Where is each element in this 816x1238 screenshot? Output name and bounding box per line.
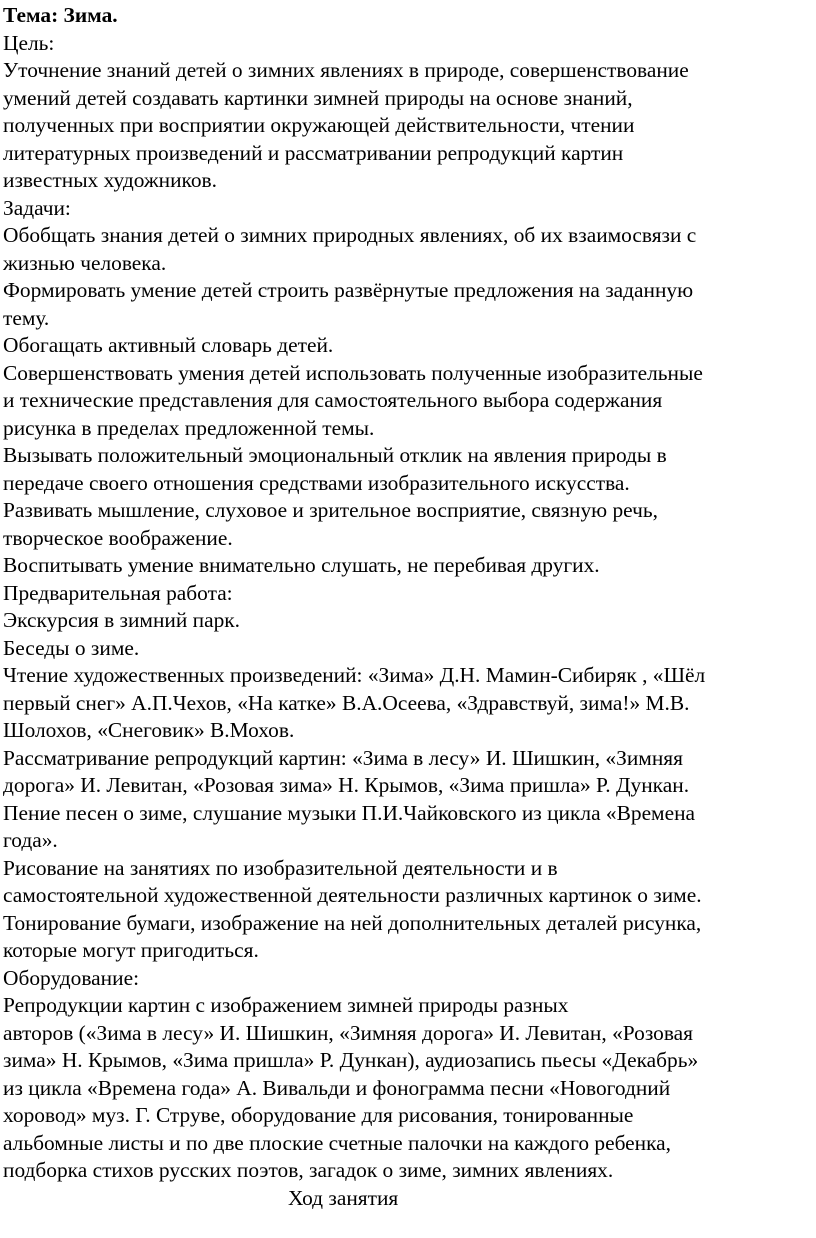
text-line: Совершенствовать умения детей использовать полученные изобразительные (3, 360, 703, 385)
text-line: Пение песен о зиме, слушание музыки П.И.Чайковского из цикла «Времена (3, 800, 696, 825)
text-line: альбомные листы и по две плоские счетные палочки на каждого ребенка, (3, 1130, 672, 1155)
text-line: первый снег» А.П.Чехов, «На катке» В.А.Осеева, «Здравствуй, зима!» М.В. (3, 690, 690, 715)
text-line: Уточнение знаний детей о зимних явлениях в природе, совершенствование (3, 58, 689, 82)
text-line: творческое воображение. (3, 525, 233, 550)
tasks-text (3, 222, 813, 580)
text-line: полученных при восприятии окружающей действительности, чтении (3, 113, 635, 137)
text-line: Тонирование бумаги, изображение на ней дополнительных деталей рисунка, (3, 910, 702, 935)
text-line: Развивать мышление, слуховое и зрительное восприятие, связную речь, (3, 498, 659, 522)
text-line: Рассматривание репродукций картин: «Зима в лесу» И. Шишкин, «Зимняя (3, 745, 683, 770)
text-line: из цикла «Времена года» А. Вивальди и фонограмма песни «Новогодний (3, 1075, 671, 1100)
tasks-label: Задачи: (3, 195, 71, 220)
text-line: хоровод» муз. Г. Струве, оборудование для рисования, тонированные (3, 1103, 634, 1127)
text-line: литературных произведений и рассматривании репродукций картин (3, 140, 624, 165)
text-line: известных художников. (3, 168, 217, 192)
text-line: и технические представления для самостоятельного выбора содержания (3, 388, 663, 412)
text-line: Вызывать положительный эмоциональный отклик на явления природы в (3, 443, 667, 467)
text-line: тему. (3, 305, 50, 330)
equipment-label: Оборудование: (3, 965, 140, 990)
text-line: подборка стихов русских поэтов, загадок о зиме, зимних явлениях. (3, 1158, 614, 1182)
text-line: дорога» И. Левитан, «Розовая зима» Н. Крымов, «Зима пришла» Р. Дункан. (3, 773, 690, 797)
text-line: Обобщать знания детей о зимних природных явлениях, об их взаимосвязи с (3, 223, 697, 247)
text-line: Формировать умение детей строить развёрнутые предложения на заданную (3, 278, 694, 302)
text-line: самостоятельной художественной деятельности различных картинок о зиме. (3, 883, 702, 907)
text-line: Рисование на занятиях по изобразительной деятельности и в (3, 855, 558, 880)
text-line: Воспитывать умение внимательно слушать, не перебивая других. (3, 553, 600, 577)
text-line: Обогащать активный словарь детей. (3, 333, 334, 357)
prep-label: Предварительная работа: (3, 580, 233, 605)
text-line: которые могут пригодиться. (3, 938, 259, 962)
equipment-text (3, 992, 813, 1185)
text-line: Экскурсия в зимний парк. (3, 608, 241, 632)
lesson-heading: Ход занятия (288, 1185, 399, 1210)
text-line: умений детей создавать картинки зимней природы на основе знаний, (3, 85, 633, 110)
text-line: года». (3, 828, 58, 852)
text-line: передаче своего отношения средствами изобразительного искусства. (3, 470, 630, 495)
text-line: Беседы о зиме. (3, 635, 140, 660)
text-line: Чтение художественных произведений: «Зима» Д.Н. Мамин-Сибиряк , «Шёл (3, 663, 706, 687)
topic-title: Тема: Зима. (3, 3, 118, 27)
text-line: жизнью человека. (3, 250, 167, 275)
text-line: авторов («Зима в лесу» И. Шишкин, «Зимняя дорога» И. Левитан, «Розовая (3, 1020, 693, 1045)
text-line: Репродукции картин с изображением зимней природы разных (3, 993, 569, 1017)
prep-text (3, 607, 813, 965)
goal-label: Цель: (3, 30, 55, 55)
text-line: Шолохов, «Снеговик» В.Мохов. (3, 718, 295, 742)
text-line: рисунка в пределах предложенной темы. (3, 415, 375, 440)
text-line: зима» Н. Крымов, «Зима пришла» Р. Дункан), аудиозапись пьесы «Декабрь» (3, 1048, 699, 1072)
document-page (3, 2, 813, 1212)
goal-text (3, 57, 813, 195)
